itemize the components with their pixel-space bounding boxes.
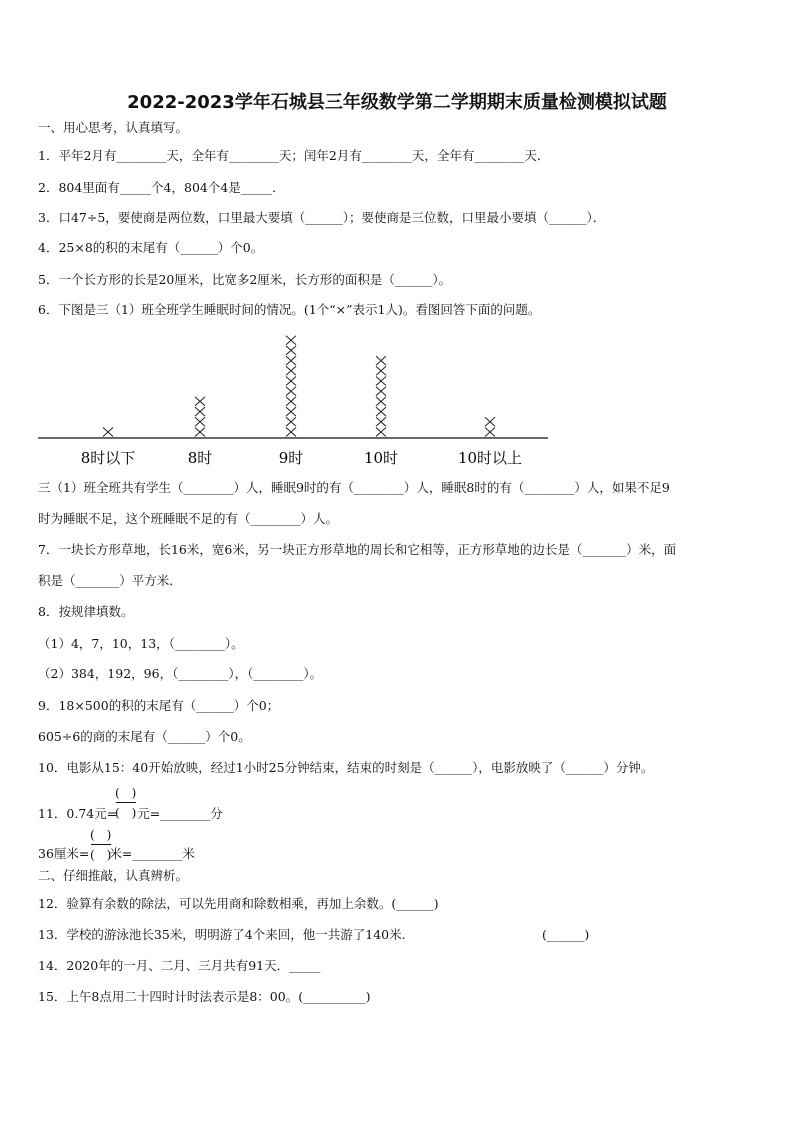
question-12: 12．验算有余数的除法，可以先用商和除数相乘，再加上余数。(______) — [38, 896, 439, 911]
x-mark — [376, 417, 386, 426]
q11-b-suffix: 米=________米 — [109, 846, 195, 861]
x-mark — [286, 377, 296, 386]
fraction-denominator: ( ) — [90, 848, 112, 862]
fraction-numerator: ( ) — [90, 828, 112, 842]
section-2-heading: 二、仔细推敲，认真辨析。 — [38, 868, 189, 883]
question-7-part-a: 7．一块长方形草地，长16米，宽6米，另一块正方形草地的周长和它相等，正方形草地的边长是（_______）米，面 — [38, 542, 677, 557]
x-mark — [286, 346, 296, 355]
question-2: 2．804里面有_____个4，804个4是_____． — [38, 180, 285, 195]
question-13: 13．学校的游泳池长35米，明明游了4个来回，他一共游了140米. — [38, 927, 406, 942]
x-mark — [376, 407, 386, 416]
category-label: 10时 — [363, 449, 399, 467]
x-mark — [286, 356, 296, 365]
category-label: 10时以上 — [457, 449, 523, 467]
fraction-numerator: ( ) — [115, 786, 137, 800]
x-mark — [103, 428, 113, 437]
x-mark — [286, 366, 296, 375]
question-4: 4．25×8的积的末尾有（______）个0。 — [38, 240, 264, 255]
question-14: 14．2020年的一月、二月、三月共有91天．_____ — [38, 958, 321, 973]
q11-a-suffix: 元=________分 — [137, 806, 223, 821]
question-8-2: （2）384，192，96，（________），（________）。 — [38, 666, 323, 681]
q11-b-prefix: 36厘米= — [38, 846, 90, 861]
question-11-b — [38, 846, 195, 862]
x-mark — [286, 407, 296, 416]
x-mark — [195, 407, 205, 416]
question-6: 6．下图是三（1）班全班学生睡眠时间的情况。(1个“×”表示1人)。看图回答下面的问题。 — [38, 302, 541, 317]
x-mark — [195, 417, 205, 426]
x-mark — [195, 428, 205, 437]
x-mark — [485, 417, 495, 426]
x-mark — [376, 377, 386, 386]
question-6-part-b: 时为睡眠不足，这个班睡眠不足的有（________）人。 — [38, 511, 339, 526]
x-mark — [376, 397, 386, 406]
fraction-blank-1 — [115, 784, 136, 821]
question-15: 15．上午8点用二十四时计时法表示是8：00。(__________) — [38, 989, 371, 1004]
category-label: 9时 — [278, 449, 304, 467]
fraction-blank-2 — [90, 826, 111, 863]
question-3: 3．口47÷5，要使商是两位数，口里最大要填（______）；要使商是三位数，口里最小要填（______）． — [38, 210, 606, 225]
category-label: 8时 — [187, 449, 213, 467]
question-6-part-a: 三（1）班全班共有学生（________）人，睡眠9时的有（________）人，睡眠8时的有（________）人，如果不足9 — [38, 480, 670, 495]
question-13-answer-blank: (______) — [542, 927, 590, 942]
q11-a-prefix: 11．0.74元= — [38, 806, 118, 821]
x-mark — [485, 428, 495, 437]
question-10: 10．电影从15：40开始放映，经过1小时25分钟结束，结束的时刻是（______），电影放映了（______）分钟。 — [38, 760, 654, 775]
question-7-part-b: 积是（_______）平方米． — [38, 573, 182, 588]
question-5: 5．一个长方形的长是20厘米，比宽多2厘米，长方形的面积是（______）。 — [38, 272, 452, 287]
section-1-heading: 一、用心思考，认真填写。 — [38, 120, 189, 135]
x-mark — [286, 428, 296, 437]
x-mark — [376, 387, 386, 396]
question-1: 1．平年2月有________天，全年有________天；闰年2月有________天，全年有________天． — [38, 148, 550, 163]
x-mark — [286, 336, 296, 345]
page-title: 2022-2023学年石城县三年级数学第二学期期末质量检测模拟试题 — [127, 92, 667, 113]
x-mark — [195, 397, 205, 406]
x-mark — [376, 428, 386, 437]
x-mark — [286, 417, 296, 426]
sleep-time-dot-plot — [38, 322, 558, 472]
question-9-part-a: 9．18×500的积的末尾有（______）个0； — [38, 698, 280, 713]
x-mark — [376, 356, 386, 365]
question-8: 8．按规律填数。 — [38, 604, 134, 619]
question-8-1: （1）4，7，10，13，（________）。 — [38, 636, 244, 651]
question-9-part-b: 605÷6的商的末尾有（______）个0。 — [38, 729, 251, 744]
category-label: 8时以下 — [80, 449, 136, 467]
x-mark — [286, 387, 296, 396]
x-mark — [376, 366, 386, 375]
x-mark — [286, 397, 296, 406]
fraction-denominator: ( ) — [115, 806, 137, 820]
